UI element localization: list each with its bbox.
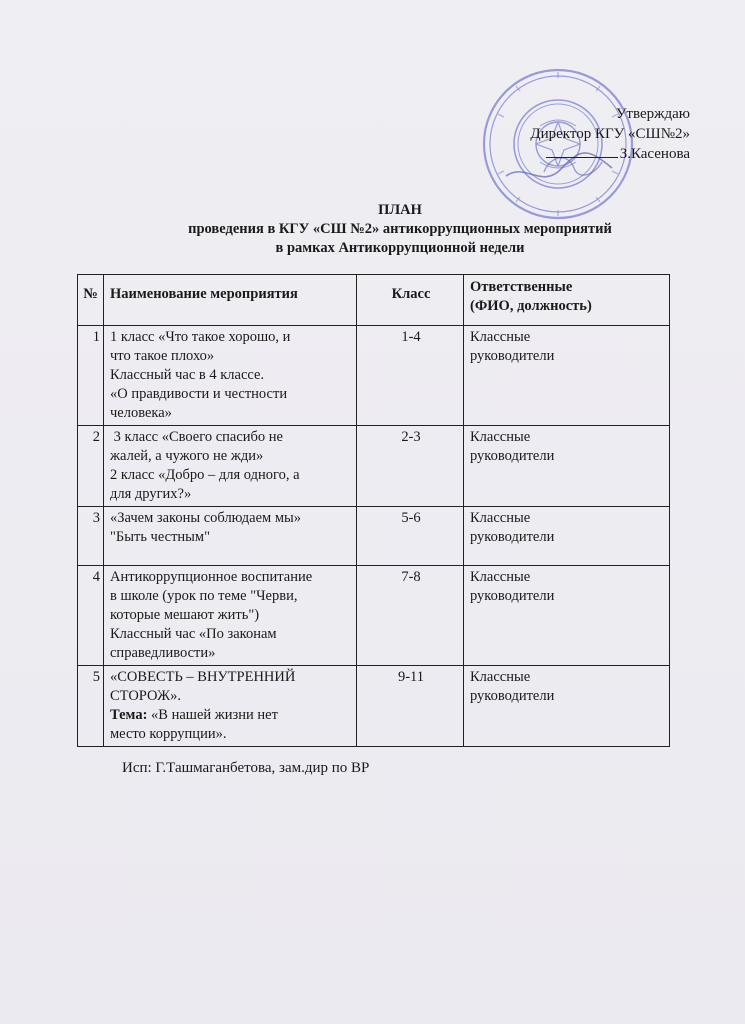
row-num: 5 [78,666,104,747]
header-responsible-line-2: (ФИО, должность) [470,298,592,314]
row-class: 5-6 [357,507,464,566]
row-name-line: 2 класс «Добро – для одного, а [110,467,300,483]
table-row [78,666,670,747]
topic-label: Тема: [110,707,148,723]
signature-line [546,157,618,158]
document-title [60,201,740,258]
row-responsible-line: Классные [470,510,531,526]
row-name [104,326,357,426]
table-row [78,566,670,666]
row-responsible-line: руководители [470,688,555,704]
row-name [104,566,357,666]
row-name-line: справедливости» [110,645,216,661]
table-row [78,326,670,426]
row-responsible-line: руководители [470,588,555,604]
row-name [104,507,357,566]
row-class: 1-4 [357,326,464,426]
row-responsible-line: Классные [470,429,531,445]
row-name-line: «О правдивости и честности [110,386,288,402]
row-name-line: Классный час «По законам [110,626,277,642]
row-class: 7-8 [357,566,464,666]
row-responsible-line: Классные [470,329,531,345]
table-row [78,507,670,566]
header-name: Наименование мероприятия [104,275,357,326]
row-name-line: Классный час в 4 классе. [110,367,265,383]
row-name-line: Антикоррупционное воспитание [110,569,313,585]
row-responsible-line: Классные [470,569,531,585]
row-num: 4 [78,566,104,666]
row-name-line: жалей, а чужого не жди» [110,448,264,464]
row-name [104,426,357,507]
topic-text: «В нашей жизни нет [151,707,278,723]
row-class: 2-3 [357,426,464,507]
row-num: 2 [78,426,104,507]
approval-name: З.Касенова [619,146,690,162]
table-header-row [78,275,670,326]
header-num: № [78,275,104,326]
row-name-line: человека» [110,405,172,421]
header-responsible [464,275,670,326]
events-table [77,274,670,747]
header-class: Класс [357,275,464,326]
row-responsible-line: руководители [470,348,555,364]
title-line-2: проведения в КГУ «СШ №2» антикоррупционных мероприятий [188,221,612,237]
row-responsible [464,326,670,426]
row-responsible [464,666,670,747]
title-line-1: ПЛАН [378,202,422,218]
row-responsible-line: руководители [470,448,555,464]
executor-note: Исп: Г.Ташмаганбетова, зам.дир по ВР [122,760,370,776]
row-name-line: "Быть честным" [110,529,211,545]
row-name-line: «Зачем законы соблюдаем мы» [110,510,301,526]
row-class: 9-11 [357,666,464,747]
row-responsible [464,426,670,507]
row-responsible-line: Классные [470,669,531,685]
table-row [78,426,670,507]
row-name-line: 3 класс «Своего спасибо не [110,429,283,445]
title-line-3: в рамках Антикоррупционной недели [275,240,525,256]
row-responsible [464,566,670,666]
approval-label: Утверждаю [615,106,690,122]
row-name-line: СТОРОЖ». [110,688,182,704]
row-num: 1 [78,326,104,426]
row-responsible-line: руководители [470,529,555,545]
row-name-line [110,706,352,725]
row-name-line: что такое плохо» [110,348,215,364]
row-name-line: «СОВЕСТЬ – ВНУТРЕННИЙ [110,669,296,685]
row-responsible [464,507,670,566]
approval-director: Директор КГУ «СШ№2» [530,126,690,142]
approval-signature-row [500,144,690,164]
row-name-line: для других?» [110,486,192,502]
row-name-line: 1 класс «Что такое хорошо, и [110,329,291,345]
row-name-line: место коррупции». [110,726,227,742]
header-responsible-line-1: Ответственные [470,279,573,295]
row-name-line: в школе (урок по теме "Черви, [110,588,298,604]
approval-block [500,104,690,164]
row-num: 3 [78,507,104,566]
row-name [104,666,357,747]
row-name-line: которые мешают жить") [110,607,260,623]
